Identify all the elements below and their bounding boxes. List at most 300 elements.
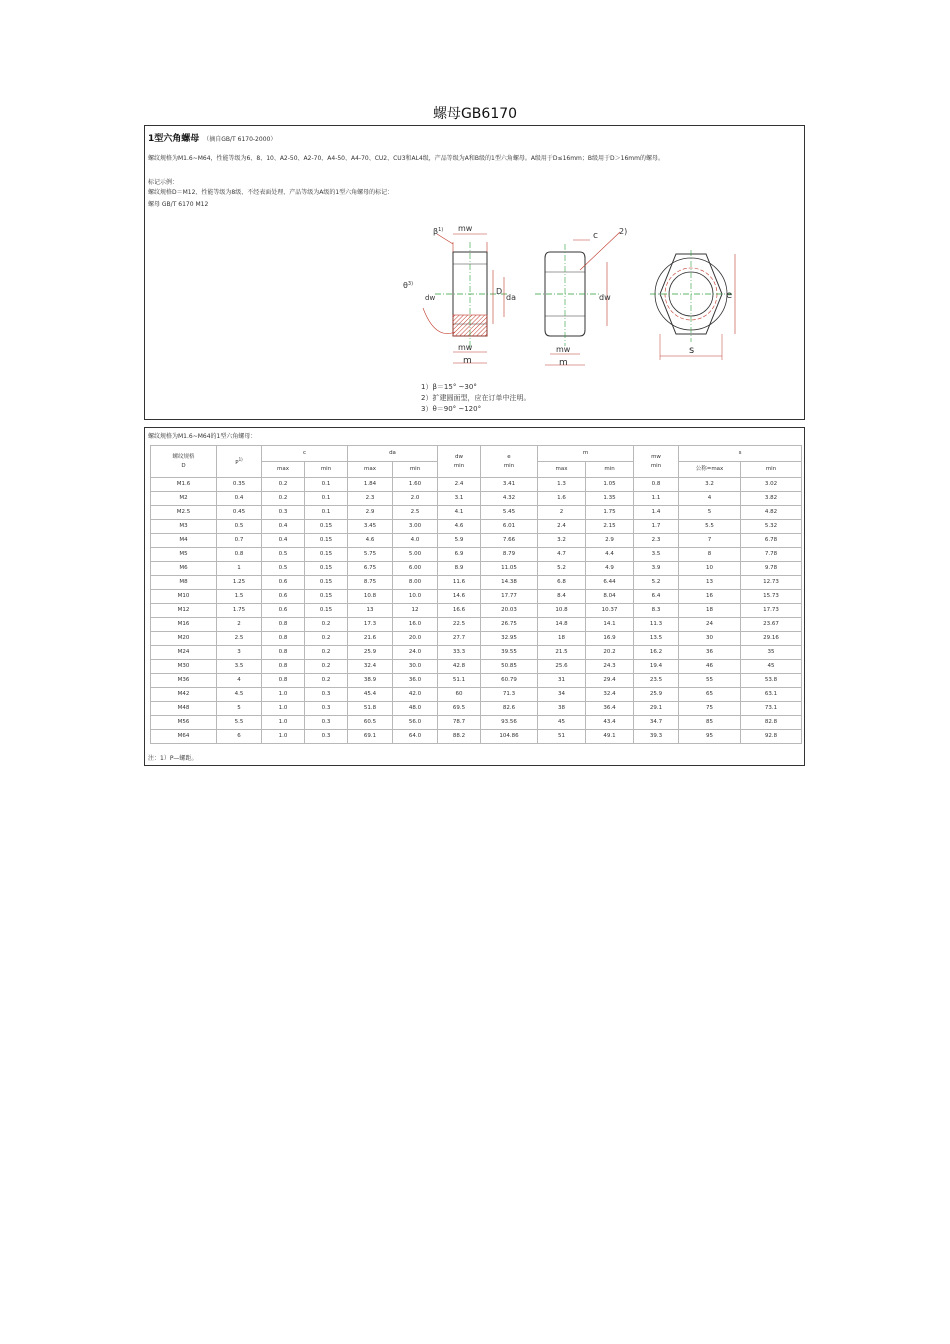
table-cell: 0.3 — [305, 730, 348, 744]
table-cell: 8.4 — [538, 590, 586, 604]
heading-note: （摘自GB/T 6170-2000） — [203, 136, 277, 143]
table-cell: 36.4 — [586, 702, 634, 716]
table-cell: 10.0 — [393, 590, 438, 604]
table-cell: 17.3 — [348, 618, 393, 632]
table-cell: 43.4 — [586, 716, 634, 730]
table-cell: 3.2 — [538, 534, 586, 548]
table-cell: 12.73 — [741, 576, 802, 590]
table-cell: 0.5 — [262, 548, 305, 562]
table-cell: 35 — [741, 646, 802, 660]
column-header: mw min — [634, 446, 679, 478]
table-cell: 2.3 — [348, 492, 393, 506]
table-cell: 30.0 — [393, 660, 438, 674]
column-header: 螺纹规格 D — [151, 446, 217, 478]
table-cell: 1.4 — [634, 506, 679, 520]
table-row — [151, 702, 802, 716]
table-cell: 14.38 — [481, 576, 538, 590]
column-subheader: min — [586, 462, 634, 478]
thread-size-cell: M3 — [151, 520, 217, 534]
table-cell: 39.3 — [634, 730, 679, 744]
table-cell: 1 — [217, 562, 262, 576]
table-cell: 10 — [679, 562, 741, 576]
table-cell: 38.9 — [348, 674, 393, 688]
thread-size-cell: M42 — [151, 688, 217, 702]
table-cell: 1.05 — [586, 478, 634, 492]
table-cell: 0.2 — [305, 618, 348, 632]
table-cell: 8 — [679, 548, 741, 562]
table-cell: 29.16 — [741, 632, 802, 646]
table-cell: 0.15 — [305, 548, 348, 562]
table-cell: 0.8 — [262, 618, 305, 632]
thread-size-cell: M5 — [151, 548, 217, 562]
table-cell: 5.2 — [538, 562, 586, 576]
table-row — [151, 478, 802, 492]
table-row — [151, 548, 802, 562]
table-cell: 0.5 — [262, 562, 305, 576]
dw-label-right: dw — [599, 293, 611, 302]
table-cell: 1.0 — [262, 730, 305, 744]
table-cell: 63.1 — [741, 688, 802, 702]
mw-label-bottom: mw — [458, 343, 473, 352]
table-cell: 2.9 — [586, 534, 634, 548]
table-cell: 6.75 — [348, 562, 393, 576]
beta-sup: 1) — [438, 227, 444, 233]
column-header: da — [348, 446, 438, 462]
table-cell: 56.0 — [393, 716, 438, 730]
table-row — [151, 492, 802, 506]
table-cell: 8.9 — [438, 562, 481, 576]
table-cell: 3.02 — [741, 478, 802, 492]
thread-size-cell: M1.6 — [151, 478, 217, 492]
table-cell: 69.1 — [348, 730, 393, 744]
nut-drawing — [395, 222, 755, 382]
thread-size-cell: M2.5 — [151, 506, 217, 520]
table-cell: 6 — [217, 730, 262, 744]
column-subheader: 公称=max — [679, 462, 741, 478]
table-cell: 4.1 — [438, 506, 481, 520]
table-cell: 49.1 — [586, 730, 634, 744]
table-cell: 6.00 — [393, 562, 438, 576]
table-cell: 13 — [679, 576, 741, 590]
table-cell: 6.8 — [538, 576, 586, 590]
table-cell: 51 — [538, 730, 586, 744]
table-cell: 1.1 — [634, 492, 679, 506]
table-cell: 21.5 — [538, 646, 586, 660]
table-cell: 0.3 — [305, 716, 348, 730]
theta-label: θ — [403, 281, 408, 290]
table-cell: 6.44 — [586, 576, 634, 590]
table-cell: 23.5 — [634, 674, 679, 688]
table-cell: 4.4 — [586, 548, 634, 562]
table-cell: 82.8 — [741, 716, 802, 730]
table-cell: 60.79 — [481, 674, 538, 688]
table-cell: 20.03 — [481, 604, 538, 618]
table-cell: 10.8 — [348, 590, 393, 604]
table-footnote: 注：1）P—螺距。 — [148, 755, 198, 762]
da-label: da — [506, 293, 516, 302]
table-cell: 5.5 — [679, 520, 741, 534]
table-cell: 5.32 — [741, 520, 802, 534]
table-cell: 0.2 — [262, 478, 305, 492]
table-cell: 4.32 — [481, 492, 538, 506]
table-cell: 5 — [217, 702, 262, 716]
table-cell: 3.41 — [481, 478, 538, 492]
table-cell: 9.78 — [741, 562, 802, 576]
table-cell: 50.85 — [481, 660, 538, 674]
table-cell: 21.6 — [348, 632, 393, 646]
table-cell: 6.9 — [438, 548, 481, 562]
table-cell: 0.1 — [305, 506, 348, 520]
note-3: 3）θ＝90° ~120° — [421, 405, 482, 413]
table-row — [151, 646, 802, 660]
table-cell: 1.7 — [634, 520, 679, 534]
heading-text: 1型六角螺母 — [148, 134, 200, 144]
table-cell: 0.2 — [305, 646, 348, 660]
table-cell: 24.0 — [393, 646, 438, 660]
table-cell: 17.77 — [481, 590, 538, 604]
table-cell: 0.6 — [262, 576, 305, 590]
column-header: e min — [481, 446, 538, 478]
standard-description-box — [144, 125, 805, 420]
table-cell: 27.7 — [438, 632, 481, 646]
column-header: m — [538, 446, 634, 462]
table-cell: 5.9 — [438, 534, 481, 548]
table-cell: 2 — [538, 506, 586, 520]
table-cell: 0.45 — [217, 506, 262, 520]
table-cell: 8.04 — [586, 590, 634, 604]
table-cell: 53.8 — [741, 674, 802, 688]
table-cell: 8.3 — [634, 604, 679, 618]
callout-2-label: 2) — [619, 227, 628, 236]
table-cell: 5.5 — [217, 716, 262, 730]
table-cell: 0.3 — [305, 688, 348, 702]
table-cell: 25.6 — [538, 660, 586, 674]
table-cell: 11.6 — [438, 576, 481, 590]
table-cell: 1.75 — [217, 604, 262, 618]
table-cell: 7.78 — [741, 548, 802, 562]
table-cell: 51.8 — [348, 702, 393, 716]
table-cell: 7 — [679, 534, 741, 548]
dimension-table — [150, 445, 802, 744]
table-cell: 11.3 — [634, 618, 679, 632]
table-cell: 1.0 — [262, 716, 305, 730]
table-row — [151, 660, 802, 674]
table-cell: 22.5 — [438, 618, 481, 632]
thread-size-cell: M12 — [151, 604, 217, 618]
table-cell: 0.8 — [262, 646, 305, 660]
table-cell: 0.1 — [305, 478, 348, 492]
table-cell: 24.3 — [586, 660, 634, 674]
table-cell: 4.0 — [393, 534, 438, 548]
mw-label-top: mw — [458, 224, 473, 233]
table-cell: 2.9 — [348, 506, 393, 520]
table-cell: 64.0 — [393, 730, 438, 744]
table-cell: 0.8 — [634, 478, 679, 492]
table-cell: 3.82 — [741, 492, 802, 506]
table-cell: 0.2 — [305, 674, 348, 688]
table-cell: 1.5 — [217, 590, 262, 604]
table-cell: 42.8 — [438, 660, 481, 674]
table-cell: 2.4 — [538, 520, 586, 534]
table-row — [151, 716, 802, 730]
table-cell: 16.0 — [393, 618, 438, 632]
column-header: $P^{1)}$ — [217, 446, 262, 478]
table-cell: 0.6 — [262, 604, 305, 618]
table-cell: 10.37 — [586, 604, 634, 618]
table-row — [151, 506, 802, 520]
table-cell: 25.9 — [634, 688, 679, 702]
top-view-hexagon — [650, 250, 735, 360]
table-cell: 8.75 — [348, 576, 393, 590]
example-mark: 螺母 GB/T 6170 M12 — [148, 201, 209, 208]
table-cell: 29.4 — [586, 674, 634, 688]
table-cell: 0.15 — [305, 534, 348, 548]
table-cell: 3.1 — [438, 492, 481, 506]
table-cell: 0.35 — [217, 478, 262, 492]
m-label-right: m — [559, 358, 568, 368]
table-cell: 16.6 — [438, 604, 481, 618]
table-cell: 18 — [679, 604, 741, 618]
table-row — [151, 632, 802, 646]
thread-size-cell: M4 — [151, 534, 217, 548]
thread-size-cell: M24 — [151, 646, 217, 660]
table-cell: 0.4 — [262, 534, 305, 548]
table-cell: 34 — [538, 688, 586, 702]
thread-size-cell: M56 — [151, 716, 217, 730]
table-cell: 14.1 — [586, 618, 634, 632]
table-row — [151, 730, 802, 744]
table-row — [151, 604, 802, 618]
column-header: dw min — [438, 446, 481, 478]
table-cell: 46 — [679, 660, 741, 674]
column-subheader: min — [741, 462, 802, 478]
thread-size-cell: M6 — [151, 562, 217, 576]
table-head — [151, 446, 802, 478]
table-cell: 85 — [679, 716, 741, 730]
table-cell: 93.56 — [481, 716, 538, 730]
table-cell: 39.55 — [481, 646, 538, 660]
table-row — [151, 520, 802, 534]
table-cell: 5.45 — [481, 506, 538, 520]
table-cell: 3.2 — [679, 478, 741, 492]
table-cell: 3.9 — [634, 562, 679, 576]
table-cell: 3.00 — [393, 520, 438, 534]
table-cell: 7.66 — [481, 534, 538, 548]
theta-sup: 3) — [407, 281, 414, 287]
table-cell: 19.4 — [634, 660, 679, 674]
table-cell: 60.5 — [348, 716, 393, 730]
table-cell: 0.15 — [305, 576, 348, 590]
s-label: s — [689, 345, 695, 356]
table-cell: 0.6 — [262, 590, 305, 604]
table-cell: 18 — [538, 632, 586, 646]
table-cell: 16.9 — [586, 632, 634, 646]
table-row — [151, 688, 802, 702]
thread-size-cell: M48 — [151, 702, 217, 716]
table-cell: 0.8 — [217, 548, 262, 562]
table-cell: 6.78 — [741, 534, 802, 548]
table-cell: 4 — [217, 674, 262, 688]
table-cell: 1.84 — [348, 478, 393, 492]
table-cell: 0.3 — [305, 702, 348, 716]
table-cell: 1.25 — [217, 576, 262, 590]
table-cell: 0.15 — [305, 604, 348, 618]
table-cell: 73.1 — [741, 702, 802, 716]
description-text: 螺纹规格为M1.6~M64，性能等级为6、8、10、A2-50、A2-70、A4-50、A4-70、CU2、CU3和AL4级，产品等级为A和B级的1型六角螺母。A级用于D≤16mm；B级用于D＞16mm的螺母。 — [148, 155, 664, 162]
dimension-table-box — [144, 427, 805, 766]
table-cell: 71.3 — [481, 688, 538, 702]
thread-size-cell: M16 — [151, 618, 217, 632]
table-row — [151, 674, 802, 688]
table-cell: 3.5 — [634, 548, 679, 562]
table-row — [151, 562, 802, 576]
table-cell: 1.0 — [262, 688, 305, 702]
table-cell: 13 — [348, 604, 393, 618]
table-cell: 32.4 — [586, 688, 634, 702]
column-header: s — [679, 446, 802, 462]
table-cell: 5.00 — [393, 548, 438, 562]
table-cell: 0.4 — [217, 492, 262, 506]
column-subheader: max — [262, 462, 305, 478]
table-cell: 55 — [679, 674, 741, 688]
note-1: 1）β＝15° ~30° — [421, 383, 477, 391]
table-cell: 5.75 — [348, 548, 393, 562]
table-cell: 69.5 — [438, 702, 481, 716]
beta-label: β — [433, 227, 439, 236]
example-text: 螺纹规格D＝M12、性能等级为8级、不经表面处理、产品等级为A级的1型六角螺母的标记： — [148, 189, 394, 196]
header-row-top — [151, 446, 802, 462]
d-label: D — [496, 287, 503, 296]
table-cell: 95 — [679, 730, 741, 744]
example-label: 标记示例： — [148, 179, 179, 186]
table-cell: 0.2 — [262, 492, 305, 506]
table-cell: 1.6 — [538, 492, 586, 506]
column-subheader: max — [538, 462, 586, 478]
table-cell: 4.9 — [586, 562, 634, 576]
table-cell: 104.86 — [481, 730, 538, 744]
table-cell: 42.0 — [393, 688, 438, 702]
table-cell: 3.5 — [217, 660, 262, 674]
svg-text:θ3) — [403, 281, 413, 290]
table-row — [151, 576, 802, 590]
table-cell: 20.2 — [586, 646, 634, 660]
table-cell: 0.8 — [262, 674, 305, 688]
table-cell: 65 — [679, 688, 741, 702]
table-cell: 0.7 — [217, 534, 262, 548]
table-cell: 0.5 — [217, 520, 262, 534]
table-cell: 2.5 — [217, 632, 262, 646]
table-cell: 1.60 — [393, 478, 438, 492]
table-cell: 60 — [438, 688, 481, 702]
table-cell: 17.73 — [741, 604, 802, 618]
standard-heading — [148, 131, 276, 144]
table-cell: 45.4 — [348, 688, 393, 702]
table-cell: 33.3 — [438, 646, 481, 660]
table-body — [151, 478, 802, 744]
table-cell: 0.15 — [305, 562, 348, 576]
thread-size-cell: M2 — [151, 492, 217, 506]
table-caption: 螺纹规格为M1.6~M64的1型六角螺母： — [148, 433, 257, 440]
table-cell: 38 — [538, 702, 586, 716]
table-cell: 8.79 — [481, 548, 538, 562]
table-cell: 0.15 — [305, 520, 348, 534]
table-cell: 2 — [217, 618, 262, 632]
table-cell: 26.75 — [481, 618, 538, 632]
page-title: 螺母GB6170 — [432, 106, 518, 122]
table-cell: 15.73 — [741, 590, 802, 604]
table-cell: 48.0 — [393, 702, 438, 716]
column-header: c — [262, 446, 348, 462]
table-cell: 31 — [538, 674, 586, 688]
table-cell: 4.6 — [348, 534, 393, 548]
table-cell: 0.1 — [305, 492, 348, 506]
c-label: c — [593, 231, 598, 241]
table-cell: 2.5 — [393, 506, 438, 520]
table-cell: 0.2 — [305, 632, 348, 646]
table-cell: 32.4 — [348, 660, 393, 674]
table-cell: 36 — [679, 646, 741, 660]
table-cell: 0.4 — [262, 520, 305, 534]
table-cell: 1.75 — [586, 506, 634, 520]
thread-size-cell: M64 — [151, 730, 217, 744]
table-cell: 34.7 — [634, 716, 679, 730]
table-cell: 0.3 — [262, 506, 305, 520]
table-cell: 20.0 — [393, 632, 438, 646]
table-cell: 1.35 — [586, 492, 634, 506]
table-row — [151, 534, 802, 548]
dw-label-left: dw — [425, 294, 436, 302]
table-cell: 24 — [679, 618, 741, 632]
table-cell: 11.05 — [481, 562, 538, 576]
table-cell: 0.8 — [262, 660, 305, 674]
thread-size-cell: M36 — [151, 674, 217, 688]
table-cell: 8.00 — [393, 576, 438, 590]
column-subheader: max — [348, 462, 393, 478]
table-cell: 3 — [217, 646, 262, 660]
thread-size-cell: M10 — [151, 590, 217, 604]
table-cell: 2.4 — [438, 478, 481, 492]
table-cell: 16 — [679, 590, 741, 604]
table-cell: 4.6 — [438, 520, 481, 534]
table-cell: 2.3 — [634, 534, 679, 548]
table-cell: 78.7 — [438, 716, 481, 730]
table-cell: 4 — [679, 492, 741, 506]
table-cell: 0.15 — [305, 590, 348, 604]
footnote-marker: 1) — [238, 457, 243, 463]
table-row — [151, 618, 802, 632]
note-2: 2）扩建圆面型，应在订单中注明。 — [421, 394, 531, 402]
table-cell: 12 — [393, 604, 438, 618]
table-cell: 3.45 — [348, 520, 393, 534]
thread-size-cell: M30 — [151, 660, 217, 674]
table-cell: 14.8 — [538, 618, 586, 632]
table-cell: 10.8 — [538, 604, 586, 618]
table-cell: 82.6 — [481, 702, 538, 716]
table-cell: 5 — [679, 506, 741, 520]
table-cell: 6.4 — [634, 590, 679, 604]
thread-size-cell: M8 — [151, 576, 217, 590]
column-subheader: min — [393, 462, 438, 478]
column-subheader: min — [305, 462, 348, 478]
table-cell: 30 — [679, 632, 741, 646]
table-cell: 0.2 — [305, 660, 348, 674]
table-cell: 6.01 — [481, 520, 538, 534]
table-cell: 0.8 — [262, 632, 305, 646]
thread-size-cell: M20 — [151, 632, 217, 646]
table-cell: 51.1 — [438, 674, 481, 688]
table-cell: 75 — [679, 702, 741, 716]
table-cell: 25.9 — [348, 646, 393, 660]
